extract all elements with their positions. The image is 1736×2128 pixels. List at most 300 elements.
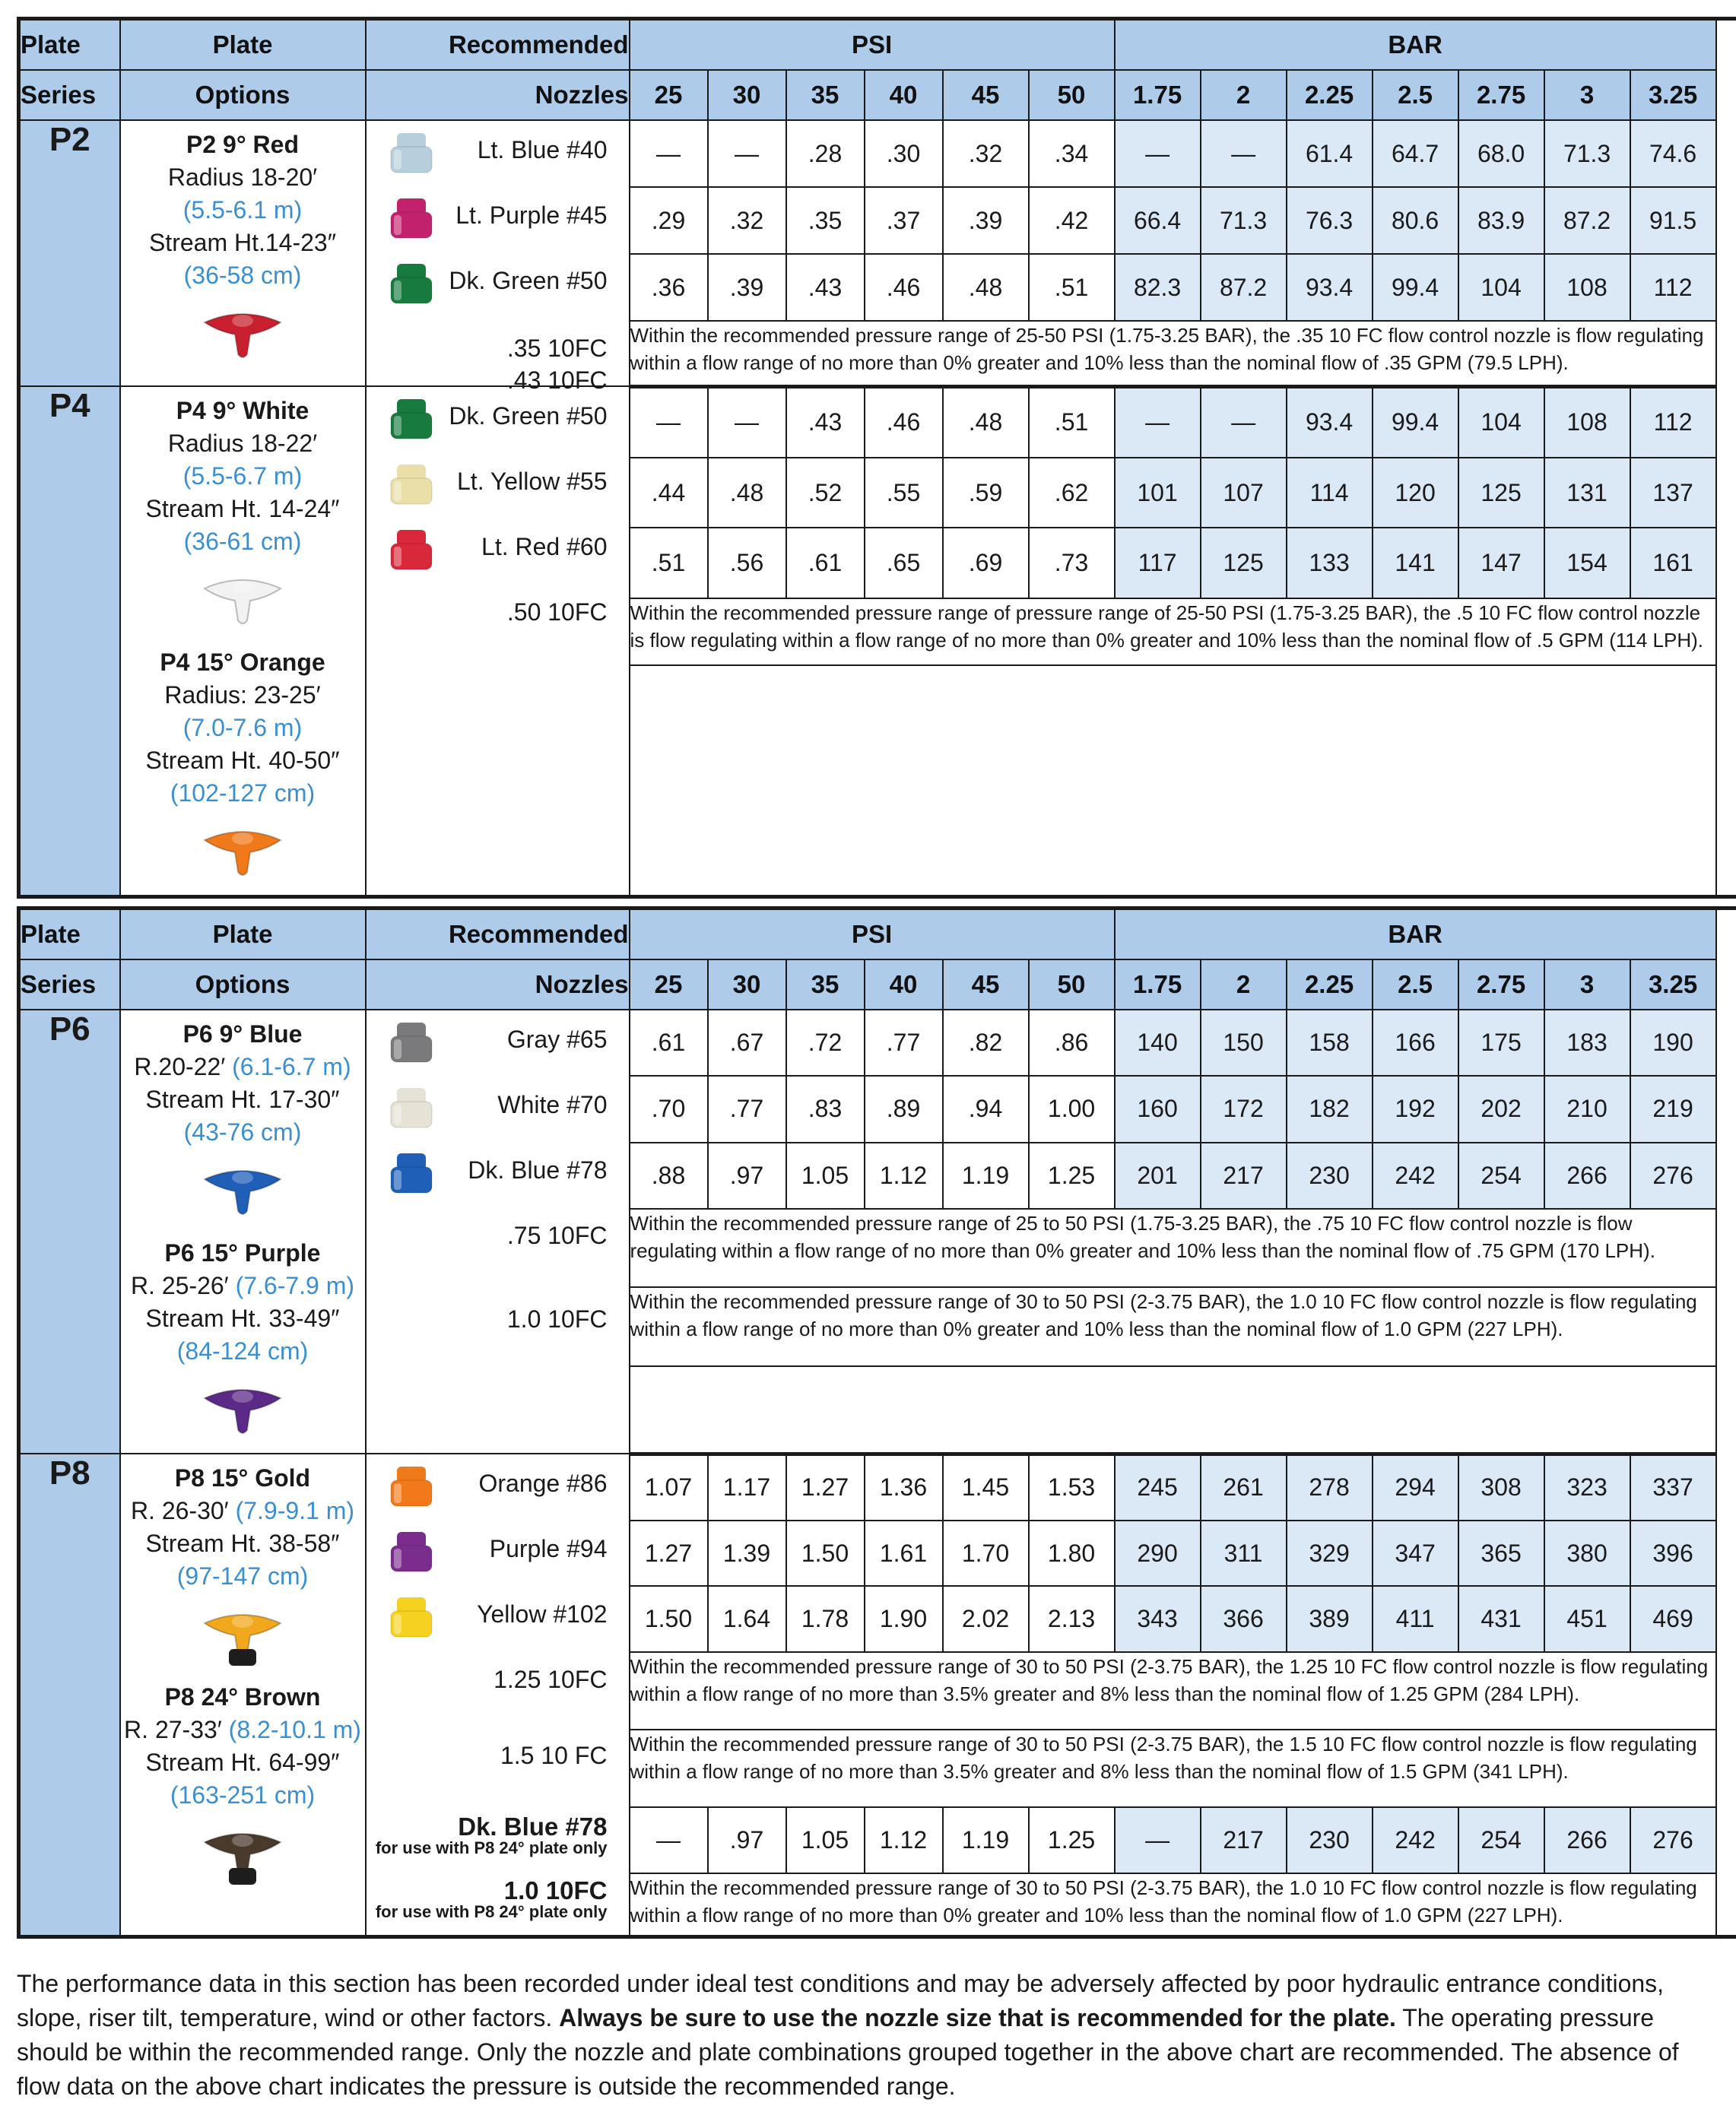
nozzle-cap-icon — [385, 398, 438, 442]
plate-icon — [197, 1158, 288, 1226]
psi-col-header: 30 — [708, 959, 786, 1010]
nozzle-icon — [385, 528, 438, 579]
fc-nozzle-label-2: .43 10FC — [506, 366, 608, 394]
plate-title: P8 24° Brown — [164, 1683, 321, 1711]
bar-flow-value: 112 — [1630, 386, 1716, 458]
plate-radius-line — [121, 1051, 365, 1083]
fc-nozzle-item — [367, 1207, 629, 1290]
psi-flow-value: .32 — [943, 120, 1029, 187]
special-nozzle-sub: for use with P8 24° plate only — [375, 1838, 608, 1857]
plate-option — [121, 1681, 365, 1889]
fc-nozzle-label: 1.5 10 FC — [500, 1742, 608, 1769]
plate-option — [121, 128, 365, 369]
bar-flow-value: 431 — [1458, 1586, 1544, 1651]
header-nozzles: Nozzles — [366, 959, 630, 1010]
psi-flow-value: .86 — [1029, 1010, 1115, 1076]
plate-stream: Stream Ht. 38-58″ — [145, 1530, 340, 1557]
psi-flow-value: .35 — [786, 187, 865, 254]
bar-flow-value: 210 — [1544, 1076, 1630, 1142]
nozzle-icon — [385, 1530, 438, 1581]
bar-flow-value: 83.9 — [1458, 187, 1544, 254]
psi-flow-value: .88 — [630, 1143, 708, 1209]
psi-flow-value: 1.90 — [865, 1586, 943, 1651]
psi-flow-value: .51 — [1029, 254, 1115, 321]
nozzle-cap-icon — [385, 1152, 438, 1196]
bar-flow-value: 329 — [1287, 1521, 1373, 1586]
psi-flow-value: 1.53 — [1029, 1454, 1115, 1521]
bar-col-header: 2.5 — [1373, 70, 1458, 120]
psi-col-header: 25 — [630, 959, 708, 1010]
bar-flow-value: 242 — [1373, 1807, 1458, 1873]
nozzle-cap-icon — [385, 197, 438, 241]
nozzle-icon — [385, 1596, 438, 1646]
header-nozzles: Nozzles — [366, 70, 630, 120]
plate-stream: Stream Ht. 64-99″ — [145, 1749, 340, 1776]
psi-flow-value: .48 — [943, 254, 1029, 321]
bar-col-header: 2.75 — [1458, 959, 1544, 1010]
header-psi: PSI — [630, 19, 1115, 71]
header-row-bottom — [19, 70, 1736, 120]
bar-flow-value: 278 — [1287, 1454, 1373, 1521]
plate-radius: R. 25-26′ — [130, 1272, 229, 1299]
nozzle-icon — [385, 1021, 438, 1071]
bar-flow-value: 91.5 — [1630, 187, 1716, 254]
fc-nozzle-label: 1.0 10FC — [506, 1305, 608, 1333]
nozzle-icon — [385, 1086, 438, 1137]
psi-flow-value: .69 — [943, 528, 1029, 598]
psi-flow-value: .29 — [630, 187, 708, 254]
psi-flow-value: .56 — [708, 528, 786, 598]
plate-series: P8 — [19, 1454, 120, 1937]
plate-radius-metric: (7.9-9.1 m) — [235, 1497, 355, 1524]
fc-nozzle-label: 1.25 10FC — [494, 1666, 608, 1693]
nozzle-item — [367, 518, 629, 583]
bar-col-header: 2 — [1201, 959, 1287, 1010]
bar-flow-value: 150 — [1201, 1010, 1287, 1076]
plate-title: P2 9° Red — [186, 131, 299, 158]
psi-flow-value: .70 — [630, 1076, 708, 1142]
bar-flow-value: 154 — [1544, 528, 1630, 598]
nozzle-icon — [385, 463, 438, 513]
bar-flow-value: 108 — [1544, 386, 1630, 458]
psi-flow-value: 1.64 — [708, 1586, 786, 1651]
psi-flow-value: 2.13 — [1029, 1586, 1115, 1651]
psi-col-header: 45 — [943, 70, 1029, 120]
nozzle-item — [367, 121, 629, 186]
nozzle-cap-icon — [385, 132, 438, 176]
header-bar: BAR — [1115, 909, 1716, 960]
bar-flow-value: 245 — [1115, 1454, 1201, 1521]
psi-col-header: 45 — [943, 959, 1029, 1010]
bar-flow-value: 93.4 — [1287, 386, 1373, 458]
fc-nozzle-item — [367, 317, 629, 394]
psi-flow-value: 1.50 — [630, 1586, 708, 1651]
plate-icon — [197, 301, 288, 369]
plate-stream: Stream Ht. 40-50″ — [145, 747, 340, 774]
psi-flow-value: 1.80 — [1029, 1521, 1115, 1586]
nozzle-label: White #70 — [497, 1091, 608, 1118]
fc-nozzle-item — [367, 1651, 629, 1727]
plate-radius: R. 27-33′ — [124, 1716, 222, 1743]
bar-flow-value: 290 — [1115, 1521, 1201, 1586]
header-options: Options — [120, 959, 366, 1010]
psi-flow-value: .61 — [630, 1010, 708, 1076]
psi-flow-value: .77 — [865, 1010, 943, 1076]
psi-col-header: 30 — [708, 70, 786, 120]
flow-control-note: Within the recommended pressure range of 30 to 50 PSI (2-3.75 BAR), the 1.25 10 FC flow control nozzle is flow regulating within a flow range of no more than 3.5% greater and 8% less than the nominal flow of 1.25 GPM (284 LPH). — [630, 1652, 1716, 1730]
psi-flow-value: .55 — [865, 458, 943, 528]
bar-flow-value: 133 — [1287, 528, 1373, 598]
bar-flow-value: 107 — [1201, 458, 1287, 528]
bar-flow-value: 158 — [1287, 1010, 1373, 1076]
recommended-nozzles — [366, 386, 630, 897]
flow-control-note: Within the recommended pressure range of 30 to 50 PSI (2-3.75 BAR), the 1.0 10 FC flow control nozzle is flow regulating within a flow range of no more than 0% greater and 10% less than the nominal flow of 1.0 GPM (227 LPH). — [630, 1287, 1716, 1366]
nozzle-label: Dk. Blue #78 — [468, 1156, 608, 1184]
nozzle-performance-table — [17, 17, 1736, 899]
recommended-nozzles — [366, 1010, 630, 1454]
bar-flow-value: 389 — [1287, 1586, 1373, 1651]
bar-col-header: 2.75 — [1458, 70, 1544, 120]
plate-stream-metric: (102-127 cm) — [170, 779, 316, 807]
header-options: Options — [120, 70, 366, 120]
bar-flow-value: 80.6 — [1373, 187, 1458, 254]
bar-flow-value: 266 — [1544, 1807, 1630, 1873]
plate-icon — [197, 1602, 288, 1670]
nozzle-cap-icon — [385, 262, 438, 306]
bar-flow-value: 175 — [1458, 1010, 1544, 1076]
bar-flow-value: 125 — [1201, 528, 1287, 598]
flow-control-note: Within the recommended pressure range of pressure range of 25-50 PSI (1.75-3.25 BAR), the .5 10 FC flow control nozzle is flow regulating within a flow range of no more than 0% greater and 10% less than the nominal flow of .5 GPM (114 LPH). — [630, 598, 1716, 665]
header-row-top — [19, 19, 1736, 71]
fc-nozzle-label-1: .35 10FC — [506, 335, 608, 362]
psi-flow-value: .28 — [786, 120, 865, 187]
plate-radius: Radius 18-20′ — [167, 163, 318, 191]
psi-col-header: 25 — [630, 70, 708, 120]
bar-flow-value: 202 — [1458, 1076, 1544, 1142]
bar-flow-value: 76.3 — [1287, 187, 1373, 254]
psi-flow-value: 1.00 — [1029, 1076, 1115, 1142]
fc-nozzle-label: .50 10FC — [506, 598, 608, 626]
psi-flow-value: 1.27 — [630, 1521, 708, 1586]
psi-flow-value: 1.50 — [786, 1521, 865, 1586]
psi-flow-value: .32 — [708, 187, 786, 254]
header-plate: Plate — [19, 909, 120, 960]
psi-flow-value: 1.61 — [865, 1521, 943, 1586]
header-row-top — [19, 909, 1736, 960]
psi-flow-value: .44 — [630, 458, 708, 528]
nozzle-item — [367, 252, 629, 317]
psi-flow-value: — — [630, 386, 708, 458]
bar-flow-value: 99.4 — [1373, 386, 1458, 458]
special-fc-label — [375, 1876, 608, 1923]
nozzle-item — [367, 452, 629, 518]
fc-nozzle-item — [367, 1290, 629, 1374]
bar-flow-value: 276 — [1630, 1807, 1716, 1873]
plate-radius-metric: (5.5-6.1 m) — [182, 196, 303, 224]
plate-radius-line — [121, 1495, 365, 1527]
flow-control-note: Within the recommended pressure range of 25-50 PSI (1.75-3.25 BAR), the .35 10 FC flow control nozzle is flow regulating within a flow range of no more than 0% greater and 10% less than the nominal flow of .35 GPM (79.5 LPH). — [630, 321, 1716, 386]
plate-stream: Stream Ht.14-23″ — [148, 229, 337, 256]
plate-radius: Radius: 23-25′ — [164, 681, 321, 709]
psi-flow-value: — — [630, 120, 708, 187]
nozzle-item — [367, 1010, 629, 1076]
bar-flow-value: 74.6 — [1630, 120, 1716, 187]
plate-options — [120, 120, 366, 386]
psi-flow-value: 1.17 — [708, 1454, 786, 1521]
bar-flow-value: 64.7 — [1373, 120, 1458, 187]
psi-flow-value: 1.78 — [786, 1586, 865, 1651]
plate-radius: R. 26-30′ — [130, 1497, 229, 1524]
plate-radius: R.20-22′ — [134, 1053, 226, 1080]
psi-col-header: 40 — [865, 959, 943, 1010]
bar-flow-value: 217 — [1201, 1807, 1287, 1873]
plate-stream: Stream Ht. 17-30″ — [145, 1086, 340, 1113]
bar-flow-value: 160 — [1115, 1076, 1201, 1142]
bar-flow-value: 71.3 — [1544, 120, 1630, 187]
nozzle-cap-icon — [385, 528, 438, 572]
plate-radius-line — [121, 1270, 365, 1302]
psi-flow-value: .83 — [786, 1076, 865, 1142]
bar-col-header: 3.25 — [1630, 959, 1716, 1010]
bar-flow-value: 182 — [1287, 1076, 1373, 1142]
psi-flow-value: 1.12 — [865, 1143, 943, 1209]
bar-flow-value: 337 — [1630, 1454, 1716, 1521]
plate-icon — [197, 1377, 288, 1445]
psi-flow-value: .94 — [943, 1076, 1029, 1142]
plate-series: P2 — [19, 120, 120, 386]
bar-flow-value: 347 — [1373, 1521, 1458, 1586]
nozzle-item — [367, 1076, 629, 1141]
plate-title: P6 9° Blue — [182, 1020, 303, 1048]
plate-icon — [197, 1821, 288, 1889]
bar-flow-value: — — [1115, 386, 1201, 458]
bar-flow-value: 380 — [1544, 1521, 1630, 1586]
bar-flow-value: 147 — [1458, 528, 1544, 598]
psi-flow-value: .65 — [865, 528, 943, 598]
bar-col-header: 3 — [1544, 70, 1630, 120]
plate-stream: Stream Ht. 33-49″ — [145, 1305, 340, 1332]
flow-row — [19, 1454, 1736, 1521]
plate-title: P6 15° Purple — [164, 1239, 321, 1267]
bar-flow-value: 66.4 — [1115, 187, 1201, 254]
nozzle-label: Lt. Blue #40 — [477, 136, 608, 163]
psi-flow-value: 1.70 — [943, 1521, 1029, 1586]
bar-col-header: 2.25 — [1287, 70, 1373, 120]
nozzle-label: Lt. Red #60 — [481, 533, 608, 560]
nozzle-item — [367, 1520, 629, 1585]
nozzle-icon — [385, 398, 438, 448]
psi-flow-value: 1.05 — [786, 1143, 865, 1209]
bar-flow-value: 266 — [1544, 1143, 1630, 1209]
nozzle-label: Yellow #102 — [477, 1600, 608, 1628]
psi-flow-value: .97 — [708, 1143, 786, 1209]
psi-flow-value: .61 — [786, 528, 865, 598]
special-nozzle-item — [367, 1810, 629, 1874]
nozzle-item — [367, 1454, 629, 1520]
flow-control-note: Within the recommended pressure range of 30 to 50 PSI (2-3.75 BAR), the 1.5 10 FC flow control nozzle is flow regulating within a flow range of no more than 3.5% greater and 8% less than the nominal flow of 1.5 GPM (341 LPH). — [630, 1730, 1716, 1807]
plate-option — [121, 1018, 365, 1226]
bar-flow-value: 366 — [1201, 1586, 1287, 1651]
plate-radius-metric: (7.0-7.6 m) — [182, 714, 303, 741]
bar-flow-value: 469 — [1630, 1586, 1716, 1651]
flow-control-note: Within the recommended pressure range of 25 to 50 PSI (1.75-3.25 BAR), the .75 10 FC flow control nozzle is flow regulating within a flow range of no more than 0% greater and 10% less than the nominal flow of .75 GPM (170 LPH). — [630, 1209, 1716, 1288]
nozzle-item — [367, 1141, 629, 1207]
plate-radius-line — [121, 1714, 365, 1746]
plate-option — [121, 1237, 365, 1445]
recommended-nozzles — [366, 1454, 630, 1937]
plate-stream: Stream Ht. 14-24″ — [145, 495, 340, 522]
psi-flow-value: .43 — [786, 386, 865, 458]
bar-flow-value: 172 — [1201, 1076, 1287, 1142]
nozzle-performance-table — [17, 906, 1736, 1939]
nozzle-item — [367, 186, 629, 252]
bar-flow-value: — — [1115, 1807, 1201, 1873]
nozzle-icon — [385, 1152, 438, 1202]
psi-col-header: 35 — [786, 70, 865, 120]
bar-flow-value: 183 — [1544, 1010, 1630, 1076]
psi-flow-value: .67 — [708, 1010, 786, 1076]
flow-row — [19, 386, 1736, 458]
plate-radius-metric: (5.5-6.7 m) — [182, 462, 303, 490]
header-recommended: Recommended — [366, 909, 630, 960]
header-plate: Plate — [19, 19, 120, 71]
psi-flow-value: 1.07 — [630, 1454, 708, 1521]
nozzle-icon — [385, 1465, 438, 1515]
nozzle-cap-icon — [385, 1530, 438, 1575]
plate-stream-metric: (84-124 cm) — [176, 1337, 309, 1365]
psi-flow-value: .73 — [1029, 528, 1115, 598]
psi-flow-value: .59 — [943, 458, 1029, 528]
nozzle-cap-icon — [385, 1596, 438, 1640]
footer-note — [17, 1967, 1720, 2104]
psi-flow-value: .39 — [708, 254, 786, 321]
bar-flow-value: 365 — [1458, 1521, 1544, 1586]
psi-col-header: 50 — [1029, 70, 1115, 120]
plate-stream-metric: (36-58 cm) — [183, 262, 302, 289]
psi-flow-value: .77 — [708, 1076, 786, 1142]
bar-col-header: 2.25 — [1287, 959, 1373, 1010]
recommended-nozzles — [366, 120, 630, 394]
bar-flow-value: 276 — [1630, 1143, 1716, 1209]
special-nozzle-label — [375, 1812, 608, 1859]
plate-title: P4 9° White — [176, 397, 309, 424]
bar-flow-value: 254 — [1458, 1143, 1544, 1209]
plate-stream-metric: (163-251 cm) — [170, 1781, 316, 1809]
flow-row — [19, 120, 1736, 187]
psi-flow-value: 1.25 — [1029, 1807, 1115, 1873]
psi-flow-value: 2.02 — [943, 1586, 1029, 1651]
bar-flow-value: 114 — [1287, 458, 1373, 528]
bar-flow-value: 161 — [1630, 528, 1716, 598]
nozzle-item — [367, 387, 629, 452]
psi-flow-value: 1.12 — [865, 1807, 943, 1873]
special-fc-name: 1.0 10FC — [503, 1876, 608, 1904]
fc-nozzle-item — [367, 583, 629, 649]
plate-title: P8 15° Gold — [174, 1464, 311, 1492]
plate-radius-metric: (8.2-10.1 m) — [228, 1716, 361, 1743]
bar-flow-value: 125 — [1458, 458, 1544, 528]
header-series: Series — [19, 70, 120, 120]
bar-flow-value: 131 — [1544, 458, 1630, 528]
psi-flow-value: 1.19 — [943, 1143, 1029, 1209]
nozzle-label: Purple #94 — [489, 1535, 608, 1562]
bar-flow-value: 343 — [1115, 1586, 1201, 1651]
psi-flow-value: .82 — [943, 1010, 1029, 1076]
psi-flow-value: — — [708, 120, 786, 187]
footer-bold: Always be sure to use the nozzle size that is recommended for the plate. — [559, 2004, 1396, 2031]
psi-flow-value: .62 — [1029, 458, 1115, 528]
bar-col-header: 3 — [1544, 959, 1630, 1010]
bar-flow-value: 451 — [1544, 1586, 1630, 1651]
bar-flow-value: 141 — [1373, 528, 1458, 598]
psi-flow-value: .51 — [630, 528, 708, 598]
special-nozzle-name: Dk. Blue #78 — [458, 1812, 608, 1841]
psi-flow-value: .52 — [786, 458, 865, 528]
bar-flow-value: — — [1201, 386, 1287, 458]
bar-col-header: 2.5 — [1373, 959, 1458, 1010]
bar-flow-value: 166 — [1373, 1010, 1458, 1076]
bar-flow-value: 104 — [1458, 254, 1544, 321]
psi-flow-value: 1.36 — [865, 1454, 943, 1521]
bar-flow-value: 112 — [1630, 254, 1716, 321]
psi-flow-value: 1.25 — [1029, 1143, 1115, 1209]
nozzle-icon — [385, 197, 438, 247]
psi-flow-value: .39 — [943, 187, 1029, 254]
psi-flow-value: .97 — [708, 1807, 786, 1873]
bar-flow-value: — — [1201, 120, 1287, 187]
nozzle-label: Gray #65 — [506, 1026, 608, 1053]
plate-icon — [197, 819, 288, 887]
bar-flow-value: 311 — [1201, 1521, 1287, 1586]
psi-flow-value: .37 — [865, 187, 943, 254]
psi-flow-value: 1.19 — [943, 1807, 1029, 1873]
bar-flow-value: 120 — [1373, 458, 1458, 528]
psi-flow-value: .46 — [865, 254, 943, 321]
plate-series: P4 — [19, 386, 120, 897]
nozzle-label: Lt. Yellow #55 — [457, 468, 608, 495]
bar-flow-value: 242 — [1373, 1143, 1458, 1209]
nozzle-cap-icon — [385, 1086, 438, 1131]
plate-radius-metric: (7.6-7.9 m) — [235, 1272, 355, 1299]
fc-nozzle-label: .75 10FC — [506, 1222, 608, 1249]
bar-flow-value: 137 — [1630, 458, 1716, 528]
psi-col-header: 35 — [786, 959, 865, 1010]
psi-flow-value: .36 — [630, 254, 708, 321]
nozzle-label: Lt. Purple #45 — [455, 201, 608, 229]
bar-flow-value: 99.4 — [1373, 254, 1458, 321]
bar-flow-value: 308 — [1458, 1454, 1544, 1521]
psi-flow-value: .34 — [1029, 120, 1115, 187]
plate-title: P4 15° Orange — [160, 649, 325, 676]
bar-col-header: 3.25 — [1630, 70, 1716, 120]
bar-col-header: 1.75 — [1115, 959, 1201, 1010]
footer-text-2: The operating pressure should be within the recommended range. Only the nozzle and plate combinations grouped together in the above chart are recommended. The absence of flow data on the above chart indicates the pressure is outside the recommended range. — [17, 2004, 1679, 2100]
nozzle-label: Orange #86 — [478, 1470, 608, 1497]
header-bar: BAR — [1115, 19, 1716, 71]
psi-flow-value: .48 — [943, 386, 1029, 458]
header-recommended: Recommended — [366, 19, 630, 71]
bar-flow-value: 323 — [1544, 1454, 1630, 1521]
psi-flow-value: 1.05 — [786, 1807, 865, 1873]
plate-radius: Radius 18-22′ — [167, 430, 318, 457]
bar-flow-value: 104 — [1458, 386, 1544, 458]
bar-flow-value: 87.2 — [1201, 254, 1287, 321]
bar-flow-value: 230 — [1287, 1143, 1373, 1209]
nozzle-cap-icon — [385, 463, 438, 507]
nozzle-item — [367, 1585, 629, 1651]
plate-radius-metric: (6.1-6.7 m) — [232, 1053, 351, 1080]
special-fc-item — [367, 1874, 629, 1935]
